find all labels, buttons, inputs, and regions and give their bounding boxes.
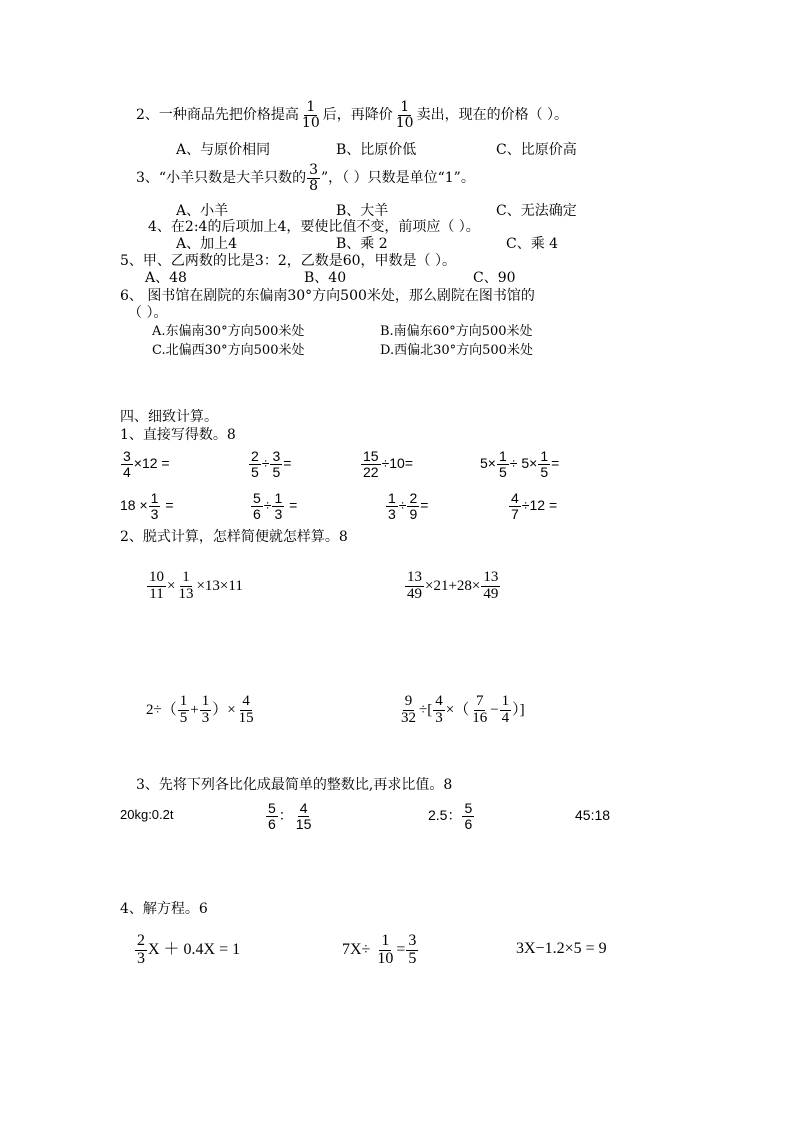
q5-option-c: C、90: [473, 270, 516, 286]
expression: $\frac{10}{11}$ × $\frac{1}{13}$ ×13×11: [149, 569, 243, 603]
calc-item: $\frac{1}{3}$ ÷ $\frac{2}{9}$ =: [388, 490, 429, 522]
q6-stem: 6、 图书馆在剧院的东偏南30°方向500米处，那么剧院在图书馆的: [120, 288, 535, 304]
calc-item: $\frac{15}{22}$ ÷10=: [363, 448, 414, 480]
equation: 7X÷ $\frac{1}{10}$ = $\frac{3}{5}$: [342, 932, 417, 967]
q3-option-b: B、大羊: [336, 203, 389, 219]
calc-item: 5× $\frac{1}{5}$ ÷ 5× $\frac{1}{5}$ =: [480, 448, 560, 480]
fraction: $\frac{1}{10}$: [395, 99, 414, 131]
calc-item: $\frac{2}{5}$ ÷ $\frac{3}{5}$ =: [251, 448, 292, 480]
ratio-item: 20kg:0.2t: [120, 807, 174, 822]
q4-option-b: B、乘 2: [336, 236, 388, 252]
calc-item: $\frac{4}{7}$ ÷12 =: [511, 490, 558, 522]
subsection-2-title: 2、脱式计算，怎样简便就怎样算。8: [120, 529, 348, 545]
q4-option-c: C、乘 4: [506, 236, 559, 252]
q5-stem: 5、甲、乙两数的比是3：2，乙数是60，甲数是（ ）。: [120, 253, 456, 269]
expression: $\frac{9}{32}$ ÷[ $\frac{4}{3}$ ×（ $\frac{7}{16}$ − $\frac{1}{4}$ ）]: [401, 693, 525, 727]
q5-option-b: B、40: [304, 270, 347, 286]
calc-item: $\frac{5}{6}$ ÷ $\frac{1}{3}$ =: [253, 490, 298, 522]
subsection-3-title: 3、先将下列各比化成最简单的整数比,再求比值。8: [136, 777, 453, 793]
q6-option-d: D.西偏北30°方向500米处: [380, 343, 533, 358]
expression: 2÷（ $\frac{1}{5}$ + $\frac{1}{3}$ ）× $\frac{4}{15}$: [146, 693, 254, 727]
subsection-4-title: 4、解方程。6: [120, 901, 208, 917]
q2-option-b: B、比原价低: [336, 142, 417, 158]
ratio-item: 45:18: [575, 807, 611, 823]
fraction: $\frac{3}{8}$: [309, 162, 318, 194]
fraction: $\frac{1}{10}$: [301, 99, 320, 131]
section-title: 四、细致计算。: [120, 409, 218, 425]
q6-option-a: A.东偏南30°方向500米处: [152, 324, 305, 339]
calc-item: $\frac{3}{4}$ ×12 =: [123, 448, 170, 480]
q3-stem: 3、“小羊只数是大羊只数的 $\frac{3}{8}$ ”，（ ）只数是单位“1”。: [136, 162, 475, 194]
q2-option-c: C、比原价高: [496, 142, 577, 158]
q4-option-a: A、加上4: [176, 236, 238, 252]
q6-option-c: C.北偏西30°方向500米处: [152, 343, 305, 358]
ratio-item: 2.5： $\frac{5}{6}$: [428, 800, 473, 832]
q5-option-a: A、48: [145, 270, 187, 286]
calc-item: 18 × $\frac{1}{3}$ =: [120, 490, 174, 522]
q6-answer-paren: （ ）。: [128, 305, 168, 321]
q3-option-c: C、无法确定: [496, 203, 577, 219]
q2-option-a: A、与原价相同: [176, 142, 271, 158]
q6-option-b: B.南偏东60°方向500米处: [380, 324, 533, 339]
equation: 3X−1.2×5 = 9: [516, 940, 607, 957]
ratio-item: $\frac{5}{6}$ ： $\frac{4}{15}$: [268, 800, 312, 832]
expression: $\frac{13}{49}$ ×21+28× $\frac{13}{49}$: [407, 569, 499, 603]
q4-stem: 4、在2:4的后项加上4，要使比值不变，前项应（ ）。: [148, 219, 480, 235]
q2-stem: 2、一种商品先把价格提高 $\frac{1}{10}$ 后，再降价 $\frac{1}{10}$ 卖出，现在的价格（ ）。: [136, 99, 569, 131]
q3-option-a: A、小羊: [176, 203, 229, 219]
subsection-1-title: 1、直接写得数。8: [120, 427, 236, 443]
equation: $\frac{2}{3}$ X ＋ 0.4X = 1: [137, 932, 241, 967]
